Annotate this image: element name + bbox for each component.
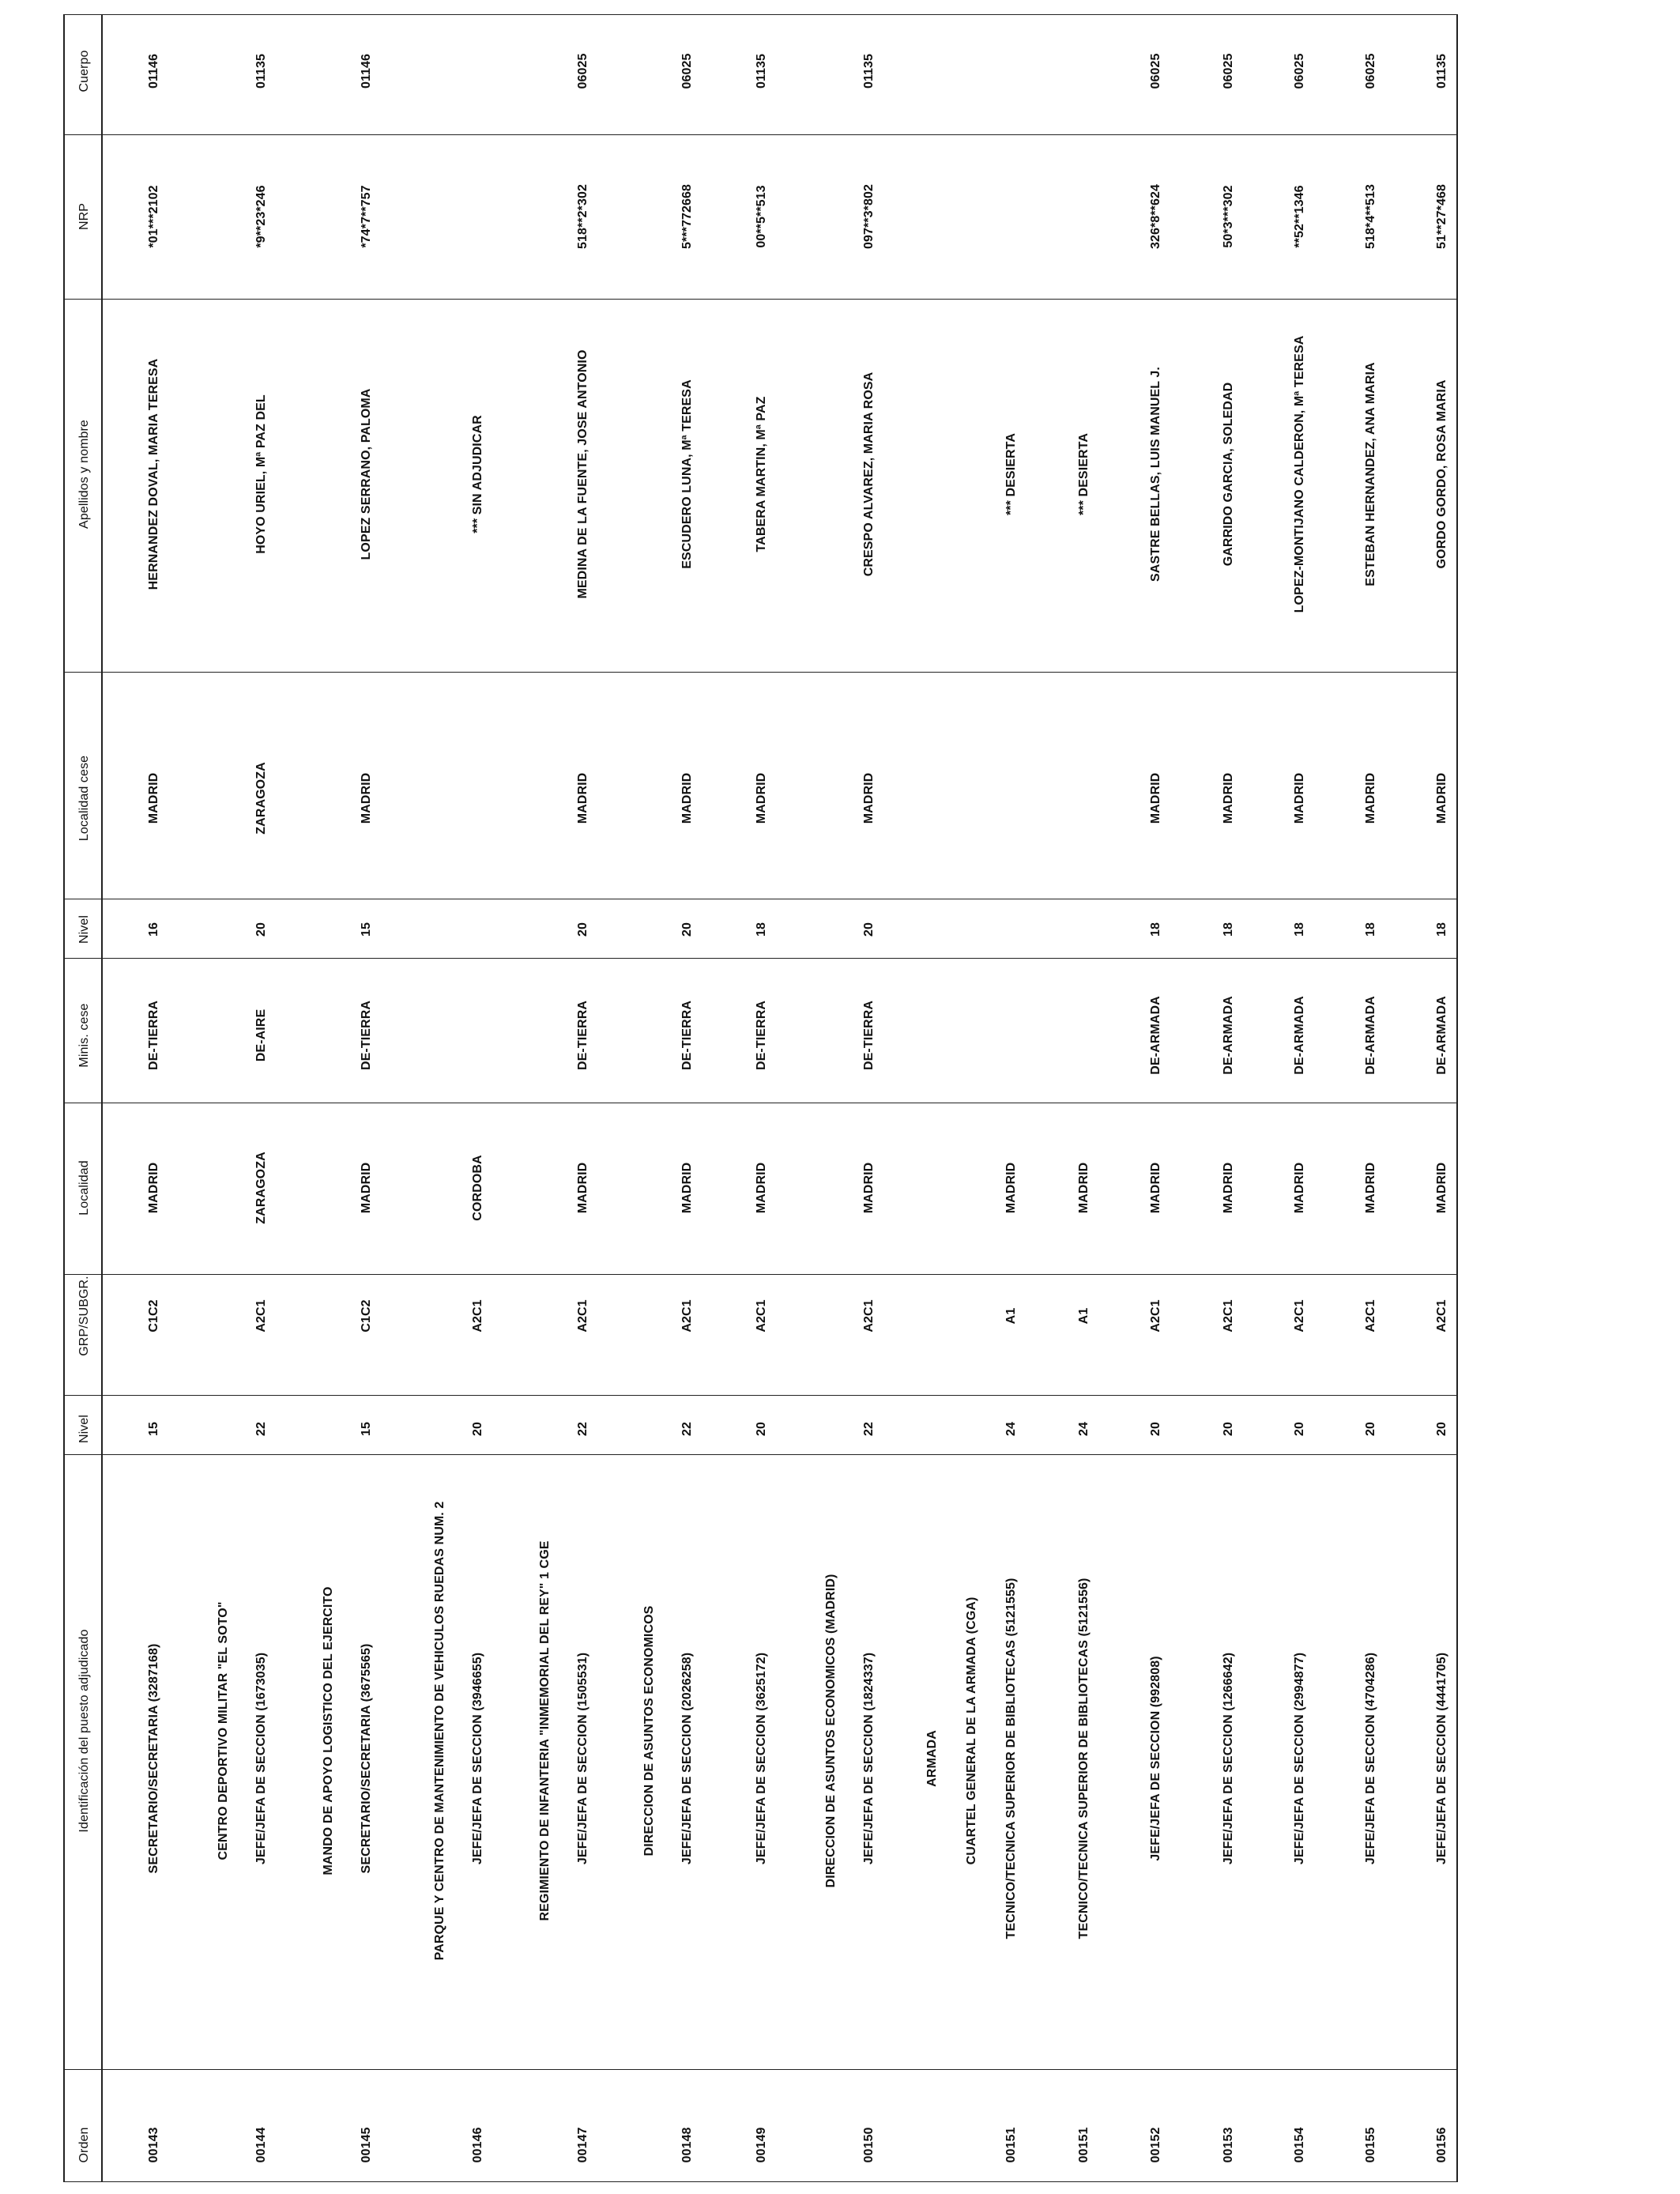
header-minis-cese: Minis. cese bbox=[77, 1003, 91, 1068]
cell-localidad: ZARAGOZA bbox=[254, 1152, 268, 1224]
cell-nrp: *01***2102 bbox=[147, 185, 160, 248]
cell-cuerpo: 06025 bbox=[1364, 53, 1377, 89]
cell-localidad: MADRID bbox=[1004, 1162, 1018, 1214]
cell-minis-cese: DE-TIERRA bbox=[680, 1000, 694, 1071]
cell-nrp: *9**23*246 bbox=[254, 185, 268, 248]
cell-cuerpo: 01135 bbox=[755, 53, 768, 89]
table-left-border bbox=[63, 14, 65, 2181]
unit-heading: PARQUE Y CENTRO DE MANTENIMIENTO DE VEHICULOS RUEDAS NUM. 2 bbox=[433, 1501, 446, 1961]
cell-grp: A1 bbox=[1077, 1307, 1090, 1325]
cell-localidad: MADRID bbox=[1077, 1162, 1090, 1214]
cell-localidad-cese: MADRID bbox=[1149, 772, 1162, 824]
cell-orden: 00153 bbox=[1222, 2127, 1235, 2163]
cell-apellidos: GORDO GORDO, ROSA MARIA bbox=[1435, 379, 1448, 569]
cell-grp: A2C1 bbox=[1435, 1299, 1448, 1333]
cell-minis-cese: DE-TIERRA bbox=[755, 1000, 768, 1071]
cell-minis-cese: DE-ARMADA bbox=[1435, 996, 1448, 1075]
cell-apellidos: TABERA MARTIN, Mª PAZ bbox=[755, 396, 768, 552]
cell-nivel-cese: 18 bbox=[1435, 922, 1448, 937]
cell-localidad-cese: MADRID bbox=[1435, 772, 1448, 824]
cell-localidad: MADRID bbox=[576, 1162, 590, 1214]
cell-grp: A2C1 bbox=[1149, 1299, 1162, 1333]
cell-cuerpo: 01135 bbox=[862, 53, 876, 89]
cell-nivel-cese: 20 bbox=[862, 922, 876, 937]
cell-nivel-cese: 18 bbox=[755, 922, 768, 937]
cell-grp: A1 bbox=[1004, 1307, 1018, 1325]
col-sep bbox=[63, 299, 1458, 300]
cell-orden: 00150 bbox=[862, 2127, 876, 2163]
cell-nivel-cese: 18 bbox=[1364, 922, 1377, 937]
cell-grp: A2C1 bbox=[254, 1299, 268, 1333]
cell-puesto: JEFE/JEFA DE SECCION (1266642) bbox=[1222, 1652, 1235, 1865]
cell-orden: 00151 bbox=[1077, 2127, 1090, 2163]
table-top-border bbox=[63, 14, 1458, 15]
cell-nivel-cese: 16 bbox=[147, 922, 160, 937]
cell-apellidos: HERNANDEZ DOVAL, MARIA TERESA bbox=[147, 358, 160, 590]
cell-localidad-cese: MADRID bbox=[1364, 772, 1377, 824]
cell-localidad-cese: MADRID bbox=[1222, 772, 1235, 824]
cell-orden: 00151 bbox=[1004, 2127, 1018, 2163]
header-nrp: NRP bbox=[77, 202, 91, 231]
cell-puesto: JEFE/JEFA DE SECCION (992808) bbox=[1149, 1656, 1162, 1861]
cell-nivel: 20 bbox=[471, 1422, 484, 1436]
cell-localidad-cese: MADRID bbox=[862, 772, 876, 824]
cell-nivel: 24 bbox=[1077, 1422, 1090, 1436]
unit-heading: DIRECCION DE ASUNTOS ECONOMICOS bbox=[642, 1605, 656, 1857]
cell-puesto: JEFE/JEFA DE SECCION (2994877) bbox=[1293, 1652, 1306, 1865]
cell-nrp: *74*7**757 bbox=[360, 185, 373, 248]
cell-apellidos: ESTEBAN HERNANDEZ, ANA MARIA bbox=[1364, 362, 1377, 586]
cell-puesto: JEFE/JEFA DE SECCION (4704286) bbox=[1364, 1652, 1377, 1865]
cell-nivel: 22 bbox=[254, 1422, 268, 1436]
unit-heading: MANDO DE APOYO LOGISTICO DEL EJERCITO bbox=[322, 1586, 335, 1875]
cell-nrp: 5***772668 bbox=[680, 184, 694, 249]
cell-localidad: MADRID bbox=[1435, 1162, 1448, 1214]
cell-localidad: MADRID bbox=[147, 1162, 160, 1214]
cell-grp: A2C1 bbox=[1364, 1299, 1377, 1333]
cell-puesto: JEFE/JEFA DE SECCION (4441705) bbox=[1435, 1652, 1448, 1865]
cell-nivel: 20 bbox=[1149, 1422, 1162, 1436]
cell-nivel: 20 bbox=[1364, 1422, 1377, 1436]
cell-orden: 00156 bbox=[1435, 2127, 1448, 2163]
cell-apellidos: *** DESIERTA bbox=[1004, 432, 1018, 516]
cell-minis-cese: DE-TIERRA bbox=[576, 1000, 590, 1071]
cell-localidad-cese: MADRID bbox=[147, 772, 160, 824]
table-bottom-border bbox=[63, 2181, 1458, 2182]
header-cuerpo: Cuerpo bbox=[77, 50, 91, 92]
cell-puesto: TECNICO/TECNICA SUPERIOR DE BIBLIOTECAS (5121556) bbox=[1077, 1578, 1090, 1940]
cell-localidad: MADRID bbox=[1293, 1162, 1306, 1214]
cell-localidad-cese: MADRID bbox=[755, 772, 768, 824]
cell-nrp: 097**3*802 bbox=[862, 184, 876, 249]
cell-nivel: 15 bbox=[147, 1422, 160, 1436]
header-identificacion: Identificación del puesto adjudicado bbox=[77, 1629, 91, 1833]
cell-apellidos: MEDINA DE LA FUENTE, JOSE ANTONIO bbox=[576, 349, 590, 599]
cell-nivel: 22 bbox=[680, 1422, 694, 1436]
cell-localidad: MADRID bbox=[1364, 1162, 1377, 1214]
col-sep bbox=[63, 672, 1458, 673]
cell-orden: 00152 bbox=[1149, 2127, 1162, 2163]
cell-localidad-cese: MADRID bbox=[576, 772, 590, 824]
cell-orden: 00144 bbox=[254, 2127, 268, 2163]
cell-nrp: 326*8**624 bbox=[1149, 184, 1162, 249]
cell-cuerpo: 01146 bbox=[360, 53, 373, 89]
cell-nivel: 22 bbox=[576, 1422, 590, 1436]
cell-puesto: SECRETARIO/SECRETARIA (3675565) bbox=[360, 1643, 373, 1874]
cell-nrp: **52**1346 bbox=[1293, 185, 1306, 248]
cell-minis-cese: DE-ARMADA bbox=[1149, 996, 1162, 1075]
cell-grp: A2C1 bbox=[755, 1299, 768, 1333]
cell-nrp: 00**5**513 bbox=[755, 185, 768, 248]
cell-minis-cese: DE-TIERRA bbox=[862, 1000, 876, 1071]
cell-nivel: 15 bbox=[360, 1422, 373, 1436]
cell-apellidos: LOPEZ SERRANO, PALOMA bbox=[360, 388, 373, 560]
cell-grp: A2C1 bbox=[576, 1299, 590, 1333]
cell-minis-cese: DE-AIRE bbox=[254, 1008, 268, 1062]
cell-localidad: MADRID bbox=[755, 1162, 768, 1214]
cell-nivel: 20 bbox=[755, 1422, 768, 1436]
cell-nrp: 518*4**513 bbox=[1364, 184, 1377, 249]
cell-cuerpo: 01135 bbox=[1435, 53, 1448, 89]
cell-nivel: 20 bbox=[1435, 1422, 1448, 1436]
cell-nrp: 50*3***302 bbox=[1222, 185, 1235, 248]
cell-nivel-cese: 20 bbox=[254, 922, 268, 937]
cell-cuerpo: 06025 bbox=[680, 53, 694, 89]
col-sep bbox=[63, 1395, 1458, 1396]
cell-puesto: JEFE/JEFA DE SECCION (1673035) bbox=[254, 1652, 268, 1865]
cell-localidad: MADRID bbox=[360, 1162, 373, 1214]
cell-minis-cese: DE-TIERRA bbox=[147, 1000, 160, 1071]
cell-orden: 00143 bbox=[147, 2127, 160, 2163]
cell-grp: C1C2 bbox=[147, 1299, 160, 1333]
cell-localidad: MADRID bbox=[680, 1162, 694, 1214]
cell-apellidos: LOPEZ-MONTIJANO CALDERON, Mª TERESA bbox=[1293, 335, 1306, 613]
cell-apellidos: HOYO URIEL, Mª PAZ DEL bbox=[254, 394, 268, 554]
cell-nivel: 20 bbox=[1222, 1422, 1235, 1436]
cell-apellidos: SASTRE BELLAS, LUIS MANUEL J. bbox=[1149, 367, 1162, 582]
cell-nivel: 20 bbox=[1293, 1422, 1306, 1436]
cell-orden: 00155 bbox=[1364, 2127, 1377, 2163]
cell-puesto: JEFE/JEFA DE SECCION (1824337) bbox=[862, 1652, 876, 1865]
cell-nivel: 22 bbox=[862, 1422, 876, 1436]
cell-nivel-cese: 20 bbox=[576, 922, 590, 937]
cell-cuerpo: 06025 bbox=[576, 53, 590, 89]
cell-grp: A2C1 bbox=[680, 1299, 694, 1333]
cell-puesto: JEFE/JEFA DE SECCION (3946655) bbox=[471, 1652, 484, 1865]
cell-apellidos: *** SIN ADJUDICAR bbox=[471, 415, 484, 533]
cell-apellidos: *** DESIERTA bbox=[1077, 432, 1090, 516]
cell-grp: A2C1 bbox=[471, 1299, 484, 1333]
cell-nrp: 518**2*302 bbox=[576, 184, 590, 249]
cell-minis-cese: DE-ARMADA bbox=[1293, 996, 1306, 1075]
cell-apellidos: GARRIDO GARCIA, SOLEDAD bbox=[1222, 382, 1235, 567]
cell-puesto: TECNICO/TECNICA SUPERIOR DE BIBLIOTECAS (5121555) bbox=[1004, 1578, 1018, 1940]
cell-grp: A2C1 bbox=[862, 1299, 876, 1333]
cell-localidad-cese: MADRID bbox=[1293, 772, 1306, 824]
header-separator bbox=[101, 14, 103, 2181]
cell-cuerpo: 06025 bbox=[1293, 53, 1306, 89]
table-right-border bbox=[1456, 14, 1458, 2181]
cell-nivel-cese: 20 bbox=[680, 922, 694, 937]
header-nivel: Nivel bbox=[77, 1414, 91, 1444]
unit-heading: CENTRO DEPORTIVO MILITAR "EL SOTO" bbox=[217, 1601, 230, 1860]
header-orden: Orden bbox=[77, 2127, 91, 2163]
unit-heading: REGIMIENTO DE INFANTERIA "INMEMORIAL DEL REY" 1 CGE bbox=[538, 1540, 552, 1921]
cell-apellidos: ESCUDERO LUNA, Mª TERESA bbox=[680, 379, 694, 569]
cell-minis-cese: DE-TIERRA bbox=[360, 1000, 373, 1071]
cell-cuerpo: 06025 bbox=[1149, 53, 1162, 89]
cell-orden: 00147 bbox=[576, 2127, 590, 2163]
cell-localidad: MADRID bbox=[1222, 1162, 1235, 1214]
col-sep bbox=[63, 1454, 1458, 1455]
cell-nrp: 51**27*468 bbox=[1435, 184, 1448, 249]
cell-nivel-cese: 18 bbox=[1293, 922, 1306, 937]
cell-cuerpo: 01146 bbox=[147, 53, 160, 89]
cell-localidad: CORDOBA bbox=[471, 1155, 484, 1221]
cell-grp: C1C2 bbox=[360, 1299, 373, 1333]
cell-nivel-cese: 18 bbox=[1149, 922, 1162, 937]
cell-nivel-cese: 18 bbox=[1222, 922, 1235, 937]
cell-puesto: JEFE/JEFA DE SECCION (1505531) bbox=[576, 1652, 590, 1865]
cell-grp: A2C1 bbox=[1222, 1299, 1235, 1333]
header-grp: GRP/SUBGR. bbox=[77, 1276, 91, 1356]
cell-orden: 00148 bbox=[680, 2127, 694, 2163]
cell-apellidos: CRESPO ALVAREZ, MARIA ROSA bbox=[862, 371, 876, 577]
cell-minis-cese: DE-ARMADA bbox=[1364, 996, 1377, 1075]
unit-heading: DIRECCION DE ASUNTOS ECONOMICOS (MADRID) bbox=[824, 1574, 838, 1888]
col-sep bbox=[63, 2069, 1458, 2070]
cell-cuerpo: 01135 bbox=[254, 53, 268, 89]
unit-subheading: CUARTEL GENERAL DE LA ARMADA (CGA) bbox=[965, 1596, 978, 1865]
cell-orden: 00149 bbox=[755, 2127, 768, 2163]
col-sep bbox=[63, 1274, 1458, 1275]
cell-puesto: SECRETARIO/SECRETARIA (3287168) bbox=[147, 1643, 160, 1874]
cell-localidad: MADRID bbox=[1149, 1162, 1162, 1214]
cell-localidad-cese: MADRID bbox=[360, 772, 373, 824]
cell-localidad: MADRID bbox=[862, 1162, 876, 1214]
cell-orden: 00154 bbox=[1293, 2127, 1306, 2163]
cell-cuerpo: 06025 bbox=[1222, 53, 1235, 89]
cell-grp: A2C1 bbox=[1293, 1299, 1306, 1333]
cell-puesto: JEFE/JEFA DE SECCION (2026258) bbox=[680, 1652, 694, 1865]
cell-localidad-cese: ZARAGOZA bbox=[254, 762, 268, 835]
header-localidad: Localidad bbox=[77, 1160, 91, 1216]
header-nivel-cese: Nivel bbox=[77, 914, 91, 944]
cell-puesto: JEFE/JEFA DE SECCION (3625172) bbox=[755, 1652, 768, 1865]
col-sep bbox=[63, 958, 1458, 959]
header-localidad-cese: Localidad cese bbox=[77, 755, 91, 842]
col-sep bbox=[63, 134, 1458, 135]
cell-orden: 00146 bbox=[471, 2127, 484, 2163]
unit-heading: ARMADA bbox=[925, 1730, 939, 1787]
cell-localidad-cese: MADRID bbox=[680, 772, 694, 824]
cell-minis-cese: DE-ARMADA bbox=[1222, 996, 1235, 1075]
cell-orden: 00145 bbox=[360, 2127, 373, 2163]
cell-nivel: 24 bbox=[1004, 1422, 1018, 1436]
header-apellidos: Apellidos y nombre bbox=[77, 420, 91, 529]
cell-nivel-cese: 15 bbox=[360, 922, 373, 937]
